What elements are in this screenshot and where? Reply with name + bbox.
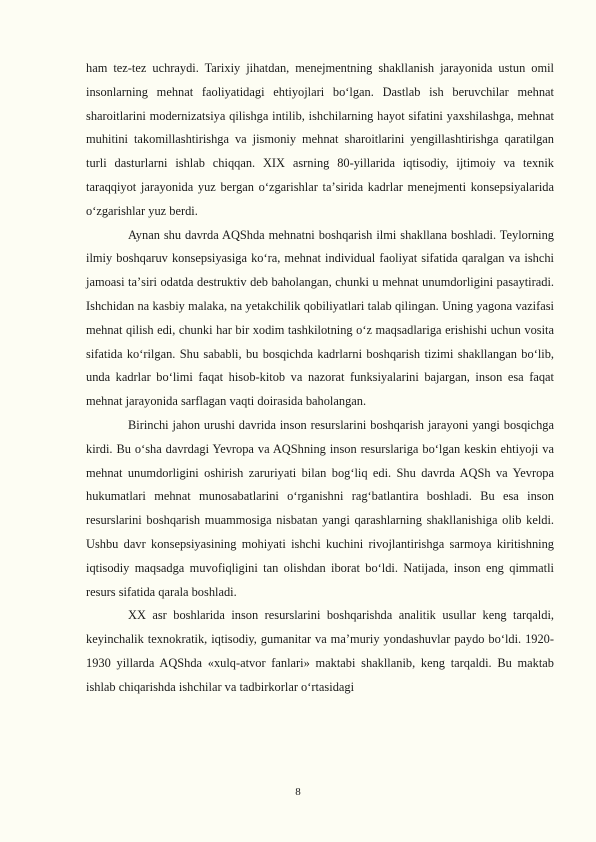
paragraph-2: Aynan shu davrda AQShda mehnatni boshqarish ilmi shakllana boshladi. Teylorning ilmiy boshqaruv konsepsiyasiga koʻra, mehnat individual faoliyat sifatida qaralgan va ishchi jamoasi taʼsiri odatda destruktiv deb baholangan, chunki u mehnat unumdorligini pasaytiradi. Ishchidan na kasbiy malaka, na yetakchilik qobiliyatlari talab qilingan. Uning yagona vazifasi mehnat qilish edi, chunki har bir xodim tashkilotning oʻz maqsadlariga erishishi uchun vosita sifatida koʻrilgan. Shu sababli, bu bosqichda kadrlarni boshqarish tizimi shakllangan boʻlib, unda kadrlar boʻlimi faqat hisob-kitob va nazorat funksiyalarini bajargan, inson esa faqat mehnat jarayonida sarflagan vaqti doirasida baholangan. [86,227,554,409]
paragraph-3: Birinchi jahon urushi davrida inson resurslarini boshqarish jarayoni yangi bosqichga kirdi. Bu oʻsha davrdagi Yevropa va AQShning inson resurslariga boʻlgan keskin ehtiyoji va mehnat unumdorligini oshirish zaruriyati bilan bogʻliq edi. Shu davrda AQSh va Yevropa hukumatlari mehnat munosabatlarini oʻrganishni ragʻbatlantira boshladi. Bu esa inson resurslarini boshqarish muammosiga nisbatan yangi qarashlarning shakllanishiga olib keldi. Ushbu davr konsepsiyasining mohiyati ishchi kuchini rivojlantirishga sarmoya kiritishning iqtisodiy maqsadga muvofiqligini tan olishdan iborat boʻldi. Natijada, inson eng qimmatli resurs sifatida qarala boshladi. [86,417,554,599]
paragraph-1: ham tez-tez uchraydi. Tarixiy jihatdan, menejmentning shakllanish jarayonida ustun omil insonlarning mehnat faoliyatidagi ehtiyojlari boʻlgan. Dastlab ish beruvchilar mehnat sharoitlarini modernizatsiya qilishga intilib, ishchilarning hayot sifatini yaxshilashga, mehnat muhitini takomillashtirishga va jismoniy mehnat sharoitlarini yengillashtirishga qaratilgan turli dasturlarni ishlab chiqqan. XIX asrning 80-yillarida iqtisodiy, ijtimoiy va texnik taraqqiyot jarayonida yuz bergan oʻzgarishlar taʼsirida kadrlar menejmenti konsepsiyalarida oʻzgarishlar yuz berdi. [86,61,554,218]
paragraph-4: XX asr boshlarida inson resurslarini boshqarishda analitik usullar keng tarqaldi, keyinchalik texnokratik, iqtisodiy, gumanitar va maʼmuriy yondashuvlar paydo boʻldi. 1920-1930 yillarda AQShda «xulq-atvor fanlari» maktabi shakllanib, keng tarqaldi. Bu maktab ishlab chiqarishda ishchilar va tadbirkorlar oʻrtasidagi [86,608,554,694]
page-number: 8 [295,786,301,798]
body-text [86,57,554,700]
